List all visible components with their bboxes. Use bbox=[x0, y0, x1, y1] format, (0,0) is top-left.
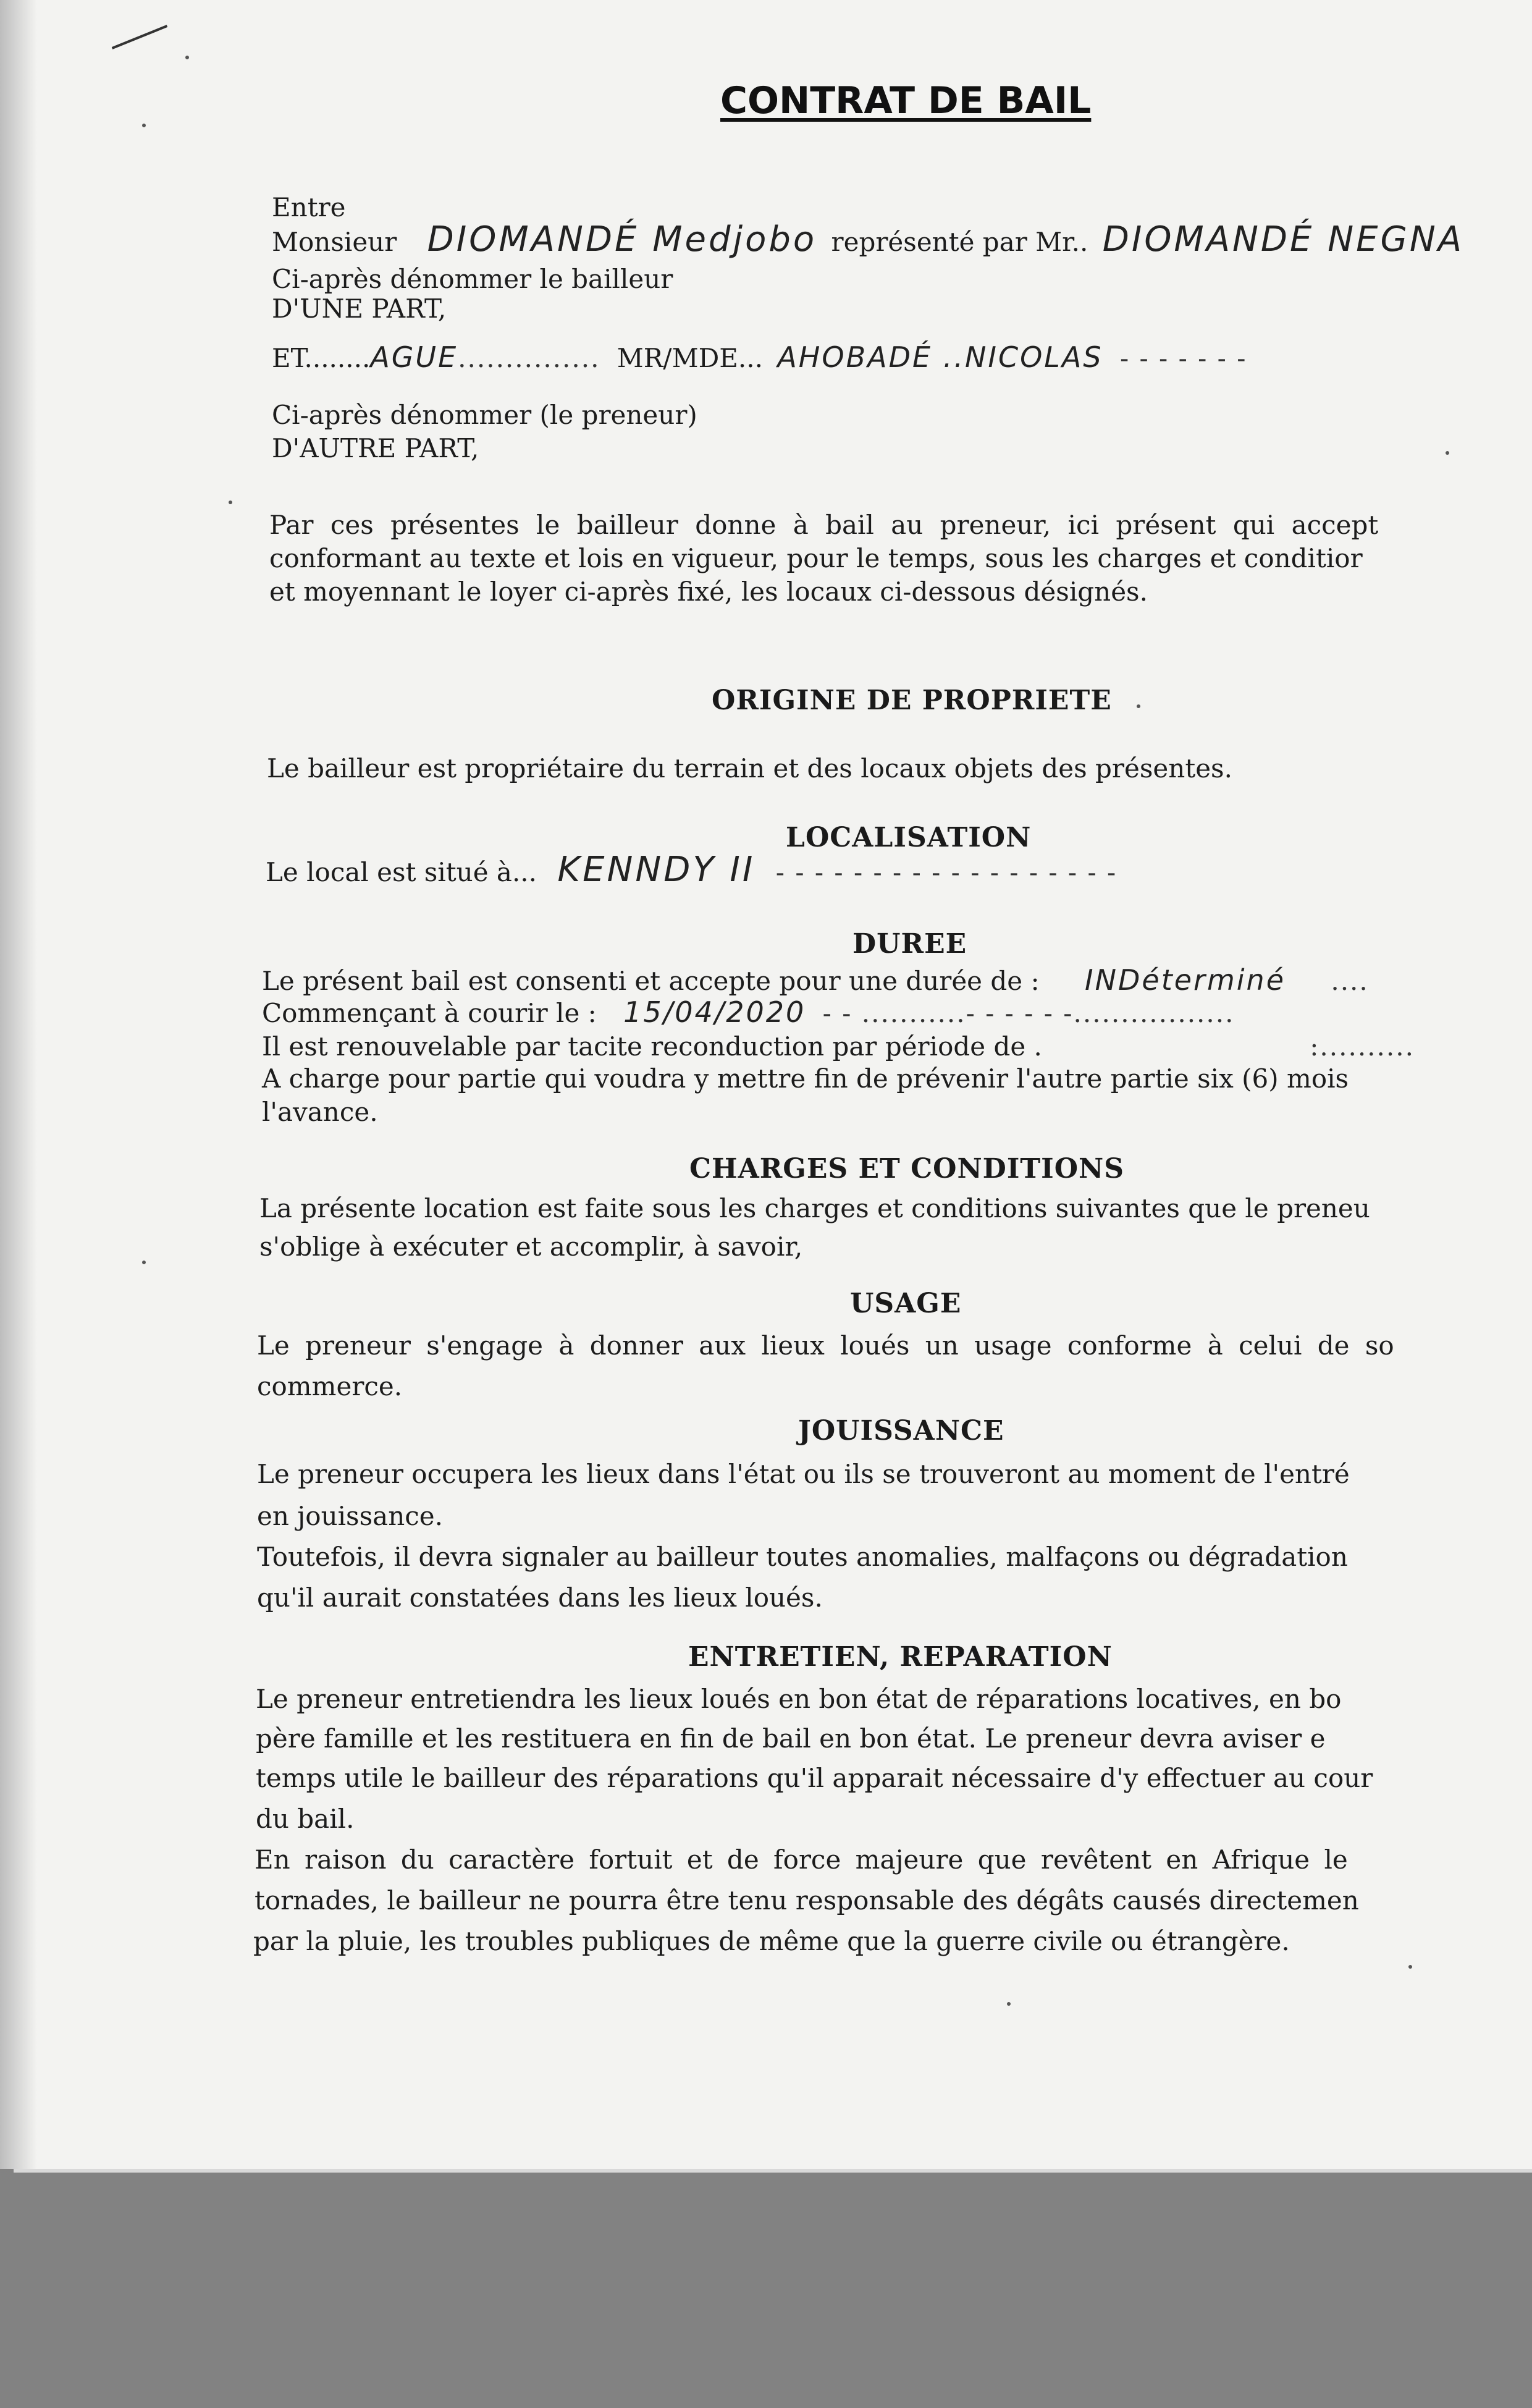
localisation-line bbox=[266, 850, 1117, 890]
paper-edge-shadow bbox=[0, 0, 37, 2169]
start-date-label: Commençant à courir le : bbox=[262, 998, 597, 1028]
renouvelable-dots: :.......... bbox=[1310, 1031, 1415, 1062]
origine-heading: ORIGINE DE PROPRIETE bbox=[712, 685, 1112, 716]
entre-label: Entre bbox=[272, 192, 346, 222]
usage-line-1: Le preneur s'engage à donner aux lieux loués un usage conforme à celui de so bbox=[257, 1330, 1394, 1361]
bailleur-line bbox=[272, 219, 1465, 260]
preneur-line bbox=[272, 341, 1247, 374]
intro-line-1: Par ces présentes le bailleur donne à bail au preneur, ici présent qui accept bbox=[269, 510, 1379, 540]
monsieur-label: Monsieur bbox=[272, 227, 397, 257]
scan-speck bbox=[1137, 704, 1140, 708]
duree-line-3 bbox=[262, 1031, 1415, 1063]
charges-line-1: La présente location est faite sous les charges et conditions suivantes que le preneu bbox=[259, 1193, 1370, 1223]
localisation-dots: - - - - - - - - - - - - - - - - - - bbox=[775, 857, 1117, 887]
preneur-name-handwritten: AHOBADÉ ..NICOLAS bbox=[777, 340, 1103, 374]
jouissance-line-3: Toutefois, il devra signaler au bailleur toutes anomalies, malfaçons ou dégradation bbox=[257, 1542, 1348, 1572]
duree-line-4: A charge pour partie qui voudra y mettre fin de prévenir l'autre partie six (6) mois bbox=[262, 1063, 1349, 1094]
ci-apres-bailleur: Ci-après dénommer le bailleur bbox=[272, 264, 673, 294]
bailleur-name-handwritten: DIOMANDÉ Medjobo bbox=[427, 219, 817, 260]
entretien-line-2: père famille et les restituera en fin de bail en bon état. Le preneur devra aviser e bbox=[256, 1723, 1326, 1754]
jouissance-line-4: qu'il aurait constatées dans les lieux loués. bbox=[257, 1582, 823, 1613]
scan-speck bbox=[142, 124, 146, 127]
localisation-value-handwritten: KENNDY II bbox=[557, 850, 755, 890]
origine-text: Le bailleur est propriétaire du terrain et des locaux objets des présentes. bbox=[267, 753, 1232, 784]
scan-speck bbox=[1408, 1965, 1412, 1969]
et-dots: ............... bbox=[458, 343, 600, 373]
usage-line-2: commerce. bbox=[257, 1371, 403, 1401]
represente-label: représenté par Mr.. bbox=[831, 227, 1088, 257]
entretien-line-7: par la pluie, les troubles publiques de même que la guerre civile ou étrangère. bbox=[253, 1926, 1290, 1956]
autre-part: D'AUTRE PART, bbox=[272, 433, 479, 463]
entretien-line-1: Le preneur entretiendra les lieux loués en bon état de réparations locatives, en bo bbox=[256, 1684, 1342, 1714]
jouissance-line-1: Le preneur occupera les lieux dans l'état ou ils se trouveront au moment de l'entré bbox=[257, 1459, 1350, 1489]
duree-value-handwritten: INDéterminé bbox=[1085, 963, 1286, 997]
renouvelable-label: Il est renouvelable par tacite reconduction par période de . bbox=[262, 1031, 1042, 1062]
representant-name-handwritten: DIOMANDÉ NEGNA bbox=[1102, 219, 1465, 260]
charges-heading: CHARGES ET CONDITIONS bbox=[689, 1153, 1125, 1185]
charges-line-2: s'oblige à exécuter et accomplir, à savoir, bbox=[259, 1231, 803, 1262]
usage-heading: USAGE bbox=[850, 1288, 962, 1319]
mr-mme-label: MR/MDE... bbox=[617, 343, 763, 373]
et-value-handwritten: AGUE bbox=[370, 340, 458, 374]
duree-dots: .... bbox=[1331, 966, 1369, 996]
duree-line-1 bbox=[262, 964, 1369, 997]
entretien-line-6: tornades, le bailleur ne pourra être tenu responsable des dégâts causés directemen bbox=[255, 1885, 1359, 1916]
scan-speck bbox=[1446, 451, 1449, 455]
une-part: D'UNE PART, bbox=[272, 294, 447, 324]
duree-line-2 bbox=[262, 996, 1234, 1029]
ci-apres-preneur: Ci-après dénommer (le preneur) bbox=[272, 400, 697, 430]
localisation-label: Le local est situé à... bbox=[266, 857, 537, 887]
entretien-heading: ENTRETIEN, REPARATION bbox=[688, 1641, 1113, 1673]
preneur-dots: - - - - - - - bbox=[1119, 343, 1247, 373]
scan-speck bbox=[185, 56, 189, 59]
jouissance-line-2: en jouissance. bbox=[257, 1501, 443, 1531]
start-date-dots: - - ...........- - - - - -................. bbox=[822, 998, 1235, 1028]
entretien-line-5: En raison du caractère fortuit et de force majeure que revêtent en Afrique le bbox=[255, 1844, 1348, 1875]
entretien-line-3: temps utile le bailleur des réparations qu'il apparait nécessaire d'y effectuer au cour bbox=[256, 1763, 1373, 1793]
duree-label: Le présent bail est consenti et accepte pour une durée de : bbox=[262, 966, 1040, 996]
intro-line-2: conformant au texte et lois en vigueur, pour le temps, sous les charges et conditior bbox=[269, 543, 1363, 573]
scan-speck bbox=[142, 1261, 146, 1264]
document-title: CONTRAT DE BAIL bbox=[720, 79, 1092, 122]
scan-speck bbox=[229, 501, 232, 504]
start-date-handwritten: 15/04/2020 bbox=[623, 995, 806, 1029]
jouissance-heading: JOUISSANCE bbox=[798, 1415, 1004, 1447]
et-label: ET........ bbox=[272, 343, 371, 373]
duree-line-5: l'avance. bbox=[262, 1097, 378, 1127]
intro-line-3: et moyennant le loyer ci-après fixé, les locaux ci-dessous désignés. bbox=[269, 577, 1148, 607]
entretien-line-4: du bail. bbox=[256, 1804, 355, 1834]
localisation-heading: LOCALISATION bbox=[786, 822, 1032, 853]
duree-heading: DUREE bbox=[852, 928, 967, 960]
scan-speck bbox=[1007, 2002, 1011, 2006]
